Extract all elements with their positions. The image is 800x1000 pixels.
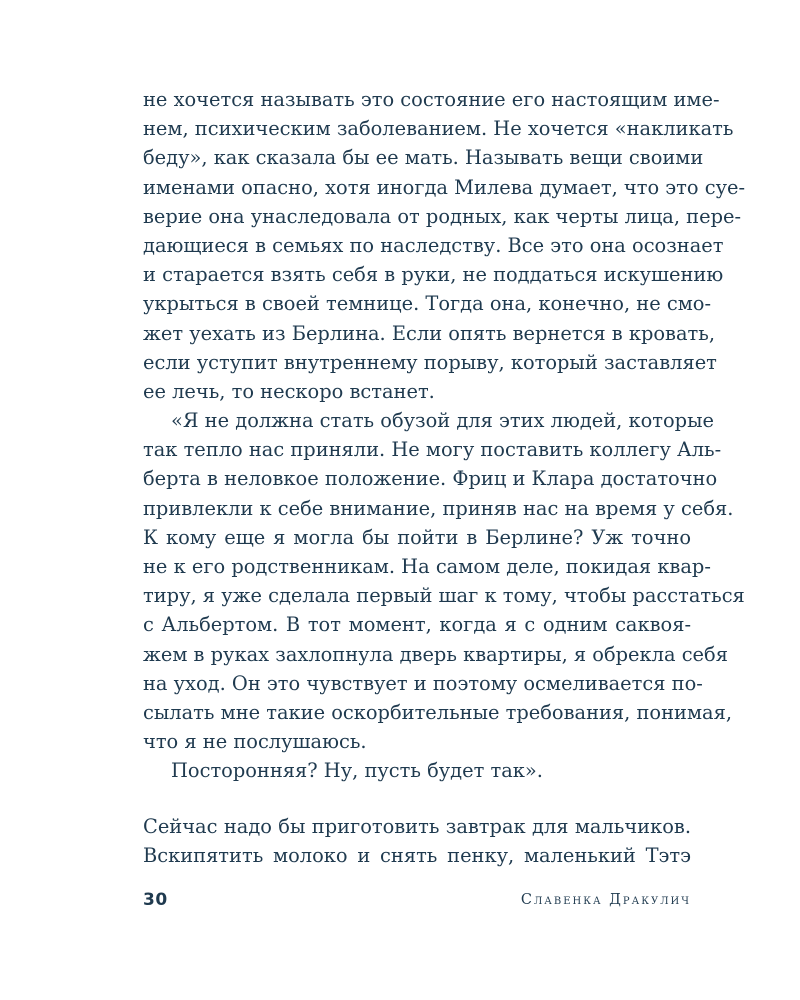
text-line: беду», как сказала бы ее мать. Называть вещи своими <box>143 146 704 170</box>
paragraph-new-section <box>143 812 691 870</box>
text-line: именами опасно, хотя иногда Милева думает, что это суе- <box>143 175 745 199</box>
running-footer-author: Славенка Дракулич <box>520 892 691 908</box>
text-line: жет уехать из Берлина. Если опять вернется в кровать, <box>143 321 715 345</box>
text-line: сылать мне такие оскорбительные требования, понимая, <box>143 700 732 724</box>
paragraph-monologue <box>143 406 745 785</box>
text-line: берта в неловкое положение. Фриц и Клара достаточно <box>143 467 718 491</box>
page-number: 30 <box>143 890 168 910</box>
text-line: не хочется называть это состояние его настоящим име- <box>143 88 720 111</box>
text-line: тиру, я уже сделала первый шаг к тому, чтобы расстаться <box>143 584 745 608</box>
text-line: нем, психическим заболеванием. Не хочется «накликать <box>143 117 734 141</box>
text-line: укрыться в своей темнице. Тогда она, конечно, не смо- <box>143 292 711 316</box>
text-line: верие она унаследовала от родных, как черты лица, пере- <box>143 204 742 228</box>
text-line: на уход. Он это чувствует и поэтому осмеливается по- <box>143 671 703 695</box>
text-line: Сейчас надо бы приготовить завтрак для мальчиков. <box>143 815 691 838</box>
text-line: не к его родственникам. На самом деле, покидая квар- <box>143 554 711 578</box>
text-line: К кому еще я могла бы пойти в Берлине? Уж точно <box>143 525 691 549</box>
text-line: привлекли к себе внимание, приняв нас на время у себя. <box>143 496 734 520</box>
text-line: Вскипятить молоко и снять пенку, маленький Тэтэ <box>143 844 691 868</box>
text-line: жем в руках захлопнула дверь квартиры, я обрекла себя <box>143 642 728 666</box>
text-line: Посторонняя? Ну, пусть будет так». <box>171 759 543 783</box>
text-line: если уступит внутреннему порыву, который заставляет <box>143 350 717 374</box>
text-line: так тепло нас приняли. Не могу поставить коллегу Аль- <box>143 438 722 462</box>
text-line: с Альбертом. В тот момент, когда я с одним саквоя- <box>143 613 691 637</box>
text-line: что я не послушаюсь. <box>143 730 367 754</box>
paragraph-continuation <box>143 85 745 406</box>
text-line: «Я не должна стать обузой для этих людей, которые <box>171 409 715 432</box>
text-line: ее лечь, то нескоро встанет. <box>143 379 435 403</box>
text-line: и старается взять себя в руки, не поддаться искушению <box>143 263 724 287</box>
text-line: дающиеся в семьях по наследству. Все это она осознает <box>143 233 724 257</box>
